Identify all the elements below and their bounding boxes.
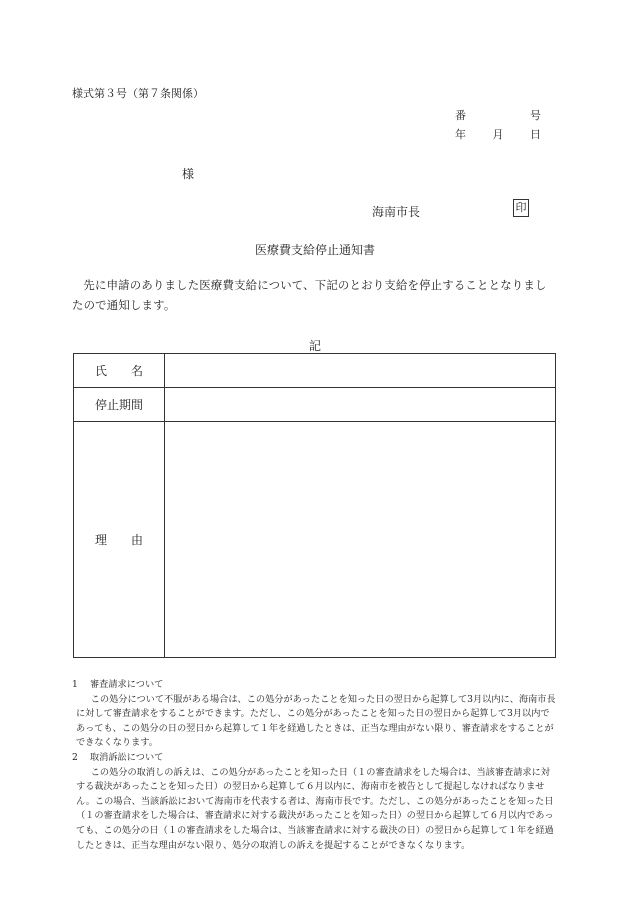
note-text: この処分の取消しの訴えは、この処分があったことを知った日（１の審査請求をした場合は、当該審査請求に対する裁決があったことを知った日）の翌日から起算して６月以内に、海南市を被告として提起しなければなりません。この場合、当該訴訟において海南市を代表する者は、海南市長です。ただし、この処分があったことを知った日（１の審査請求をした場合は、審査請求に対する裁決があったことを知った日）の翌日から起算して６月以内であっても、この処分の日（１の審査請求をした場合は、当該審査請求に対する裁決の日）の翌日から起算して１年を経過したときは、正当な理由がない限り、処分の取消しの訴えを提起することができなくなります。 — [76, 766, 554, 851]
details-table — [73, 353, 556, 658]
sender-name: 海南市長 — [372, 205, 421, 219]
form-number: 様式第３号（第７条関係） — [72, 87, 204, 100]
note-text: この処分について不服がある場合は、この処分があったことを知った日の翌日から起算して3月以内に、海南市長に対して審査請求をすることができます。ただし、この処分があったことを知った日の翌日から起算して3月以内であっても、この処分の日の翌日から起算して１年を経過したときは、正当な理由がない限り、審査請求をすることができなくなります。 — [76, 693, 556, 749]
period-label: 停止期間 — [74, 388, 165, 422]
table-row-reason — [74, 422, 556, 658]
note-number: 2 — [72, 751, 78, 763]
document-title: 医療費支給停止通知書 — [254, 243, 375, 257]
date-year: 年 — [455, 128, 466, 141]
body-text: 先に申請のありました医療費支給について、下記のとおり支給を停止することとなりましたので通知します。 — [72, 278, 547, 312]
date-month: 月 — [492, 128, 504, 141]
note-heading-text: 取消訴訟について — [90, 751, 164, 763]
note-heading — [72, 751, 558, 766]
ki-heading: 記 — [308, 339, 321, 353]
note-item-lawsuit — [72, 751, 558, 853]
note-heading — [72, 678, 558, 693]
note-number: 1 — [72, 679, 78, 690]
addressee-suffix: 様 — [182, 167, 195, 181]
number-label: 番 — [455, 109, 466, 122]
name-value-cell — [165, 354, 556, 388]
note-item-review — [72, 678, 558, 751]
number-suffix: 号 — [530, 109, 541, 122]
date-day: 日 — [530, 128, 541, 141]
date-line — [455, 126, 541, 142]
seal-stamp: 印 — [513, 199, 529, 217]
table-row-name — [74, 354, 556, 388]
notes-section — [72, 678, 558, 853]
name-label: 氏 名 — [74, 354, 165, 388]
period-value-cell — [165, 388, 556, 422]
note-heading-text: 審査請求について — [90, 679, 164, 690]
table-row-period — [74, 388, 556, 422]
reason-value-cell — [165, 422, 556, 658]
reason-label: 理 由 — [74, 422, 165, 658]
document-number-line — [455, 107, 541, 123]
